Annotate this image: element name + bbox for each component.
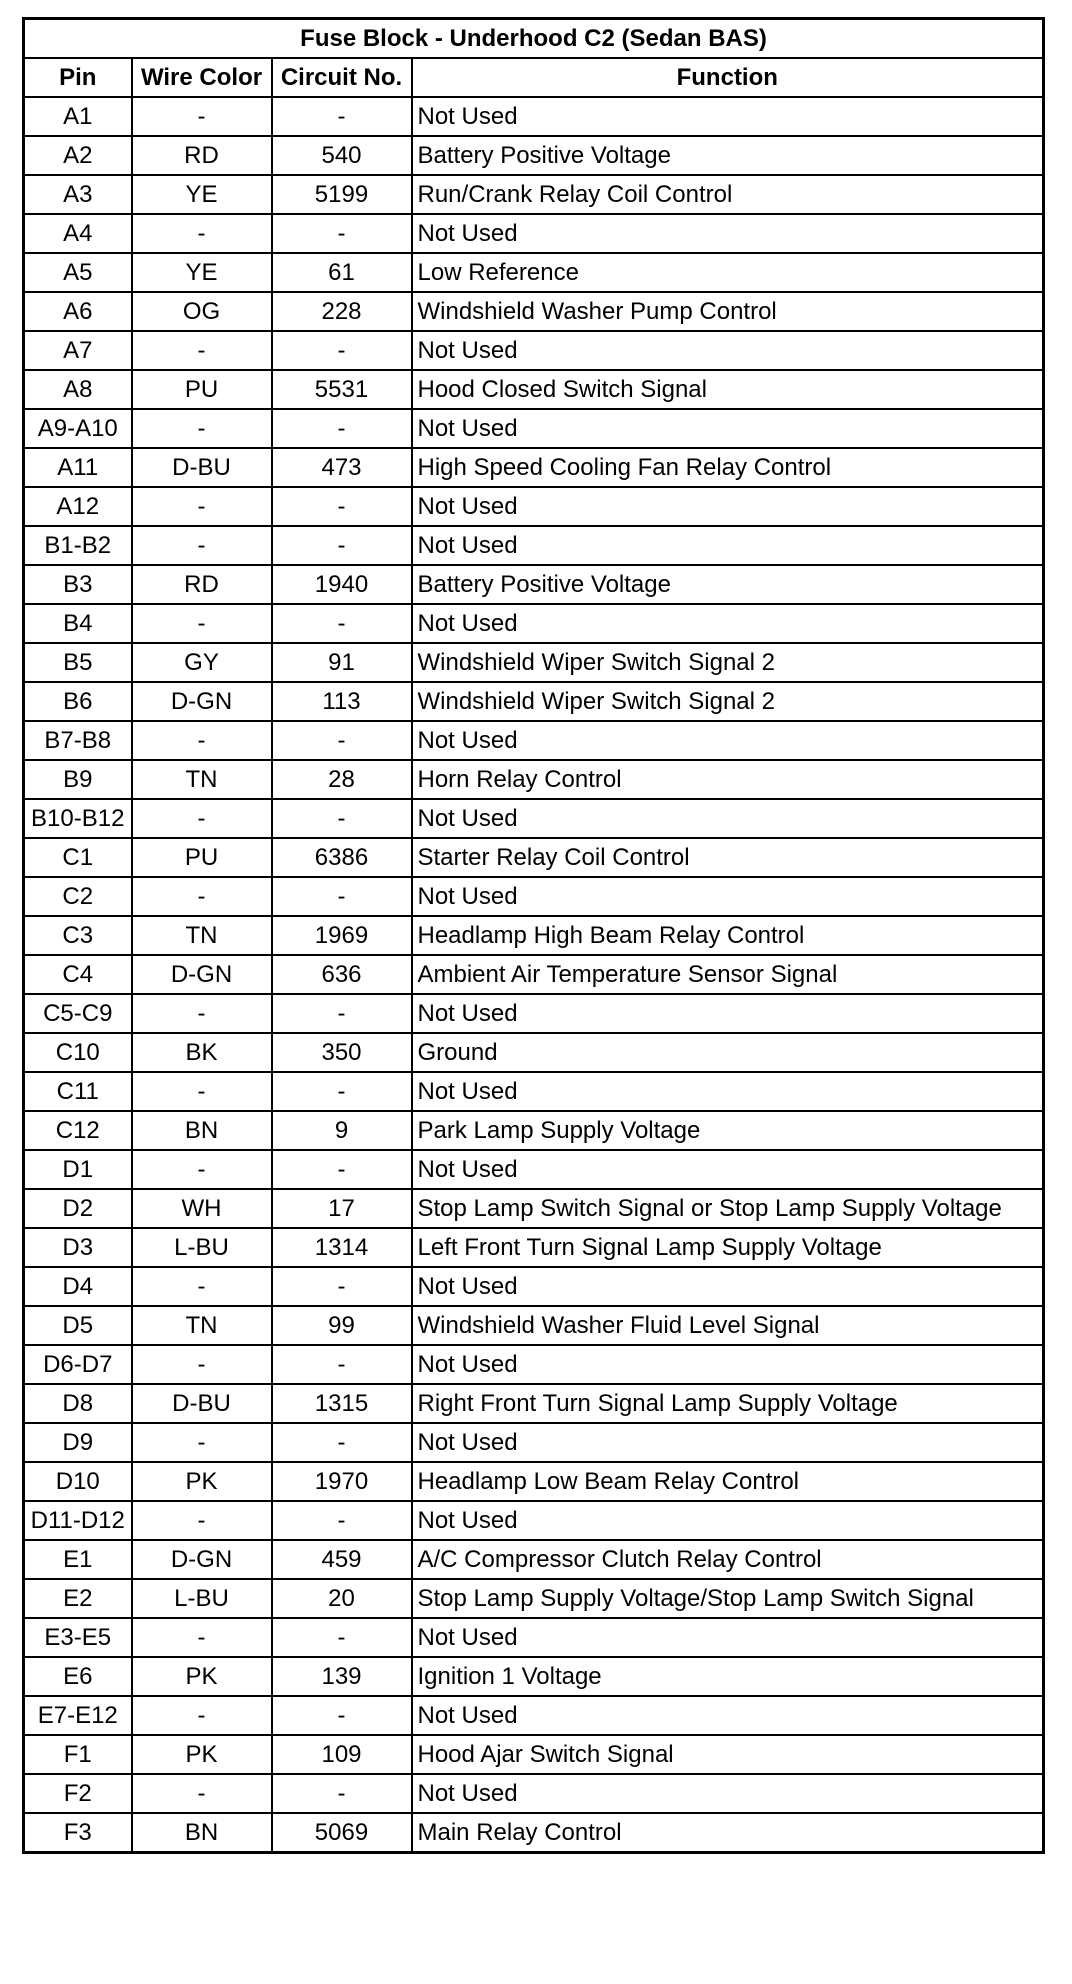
circuit-no-cell: - xyxy=(272,1501,412,1540)
wire-color-cell: - xyxy=(132,1267,272,1306)
table-row xyxy=(24,487,1044,526)
wire-color-cell: - xyxy=(132,409,272,448)
table-row xyxy=(24,1540,1044,1579)
function-cell: Ignition 1 Voltage xyxy=(412,1657,1044,1696)
function-cell: Not Used xyxy=(412,1618,1044,1657)
circuit-no-cell: 540 xyxy=(272,136,412,175)
circuit-no-cell: - xyxy=(272,1774,412,1813)
pin-cell: A6 xyxy=(24,292,132,331)
table-row xyxy=(24,1774,1044,1813)
function-cell: High Speed Cooling Fan Relay Control xyxy=(412,448,1044,487)
function-cell: Ground xyxy=(412,1033,1044,1072)
function-cell: Battery Positive Voltage xyxy=(412,136,1044,175)
table-row xyxy=(24,1111,1044,1150)
pin-cell: C1 xyxy=(24,838,132,877)
circuit-no-cell: 9 xyxy=(272,1111,412,1150)
circuit-no-cell: 99 xyxy=(272,1306,412,1345)
pin-cell: A7 xyxy=(24,331,132,370)
function-cell: Not Used xyxy=(412,1150,1044,1189)
wire-color-cell: TN xyxy=(132,760,272,799)
wire-color-cell: D-BU xyxy=(132,448,272,487)
circuit-no-cell: - xyxy=(272,1150,412,1189)
pin-cell: D4 xyxy=(24,1267,132,1306)
function-cell: Not Used xyxy=(412,331,1044,370)
function-cell: Headlamp High Beam Relay Control xyxy=(412,916,1044,955)
table-row xyxy=(24,526,1044,565)
table-row xyxy=(24,409,1044,448)
circuit-no-cell: - xyxy=(272,1345,412,1384)
circuit-no-cell: 459 xyxy=(272,1540,412,1579)
circuit-no-cell: 5199 xyxy=(272,175,412,214)
function-cell: Windshield Washer Pump Control xyxy=(412,292,1044,331)
function-cell: Not Used xyxy=(412,799,1044,838)
circuit-no-cell: 91 xyxy=(272,643,412,682)
wire-color-cell: TN xyxy=(132,1306,272,1345)
pin-cell: C5-C9 xyxy=(24,994,132,1033)
function-cell: Not Used xyxy=(412,1345,1044,1384)
function-cell: Windshield Washer Fluid Level Signal xyxy=(412,1306,1044,1345)
table-row xyxy=(24,643,1044,682)
pin-cell: B9 xyxy=(24,760,132,799)
circuit-no-cell: - xyxy=(272,487,412,526)
circuit-no-cell: 61 xyxy=(272,253,412,292)
table-row xyxy=(24,97,1044,136)
pin-cell: B6 xyxy=(24,682,132,721)
table-row xyxy=(24,682,1044,721)
function-cell: Right Front Turn Signal Lamp Supply Voltage xyxy=(412,1384,1044,1423)
wire-color-cell: - xyxy=(132,1774,272,1813)
fuse-block-table xyxy=(22,17,1045,1854)
table-row xyxy=(24,1579,1044,1618)
table-row xyxy=(24,1618,1044,1657)
circuit-no-cell: - xyxy=(272,97,412,136)
function-cell: Hood Ajar Switch Signal xyxy=(412,1735,1044,1774)
wire-color-cell: - xyxy=(132,526,272,565)
function-cell: Horn Relay Control xyxy=(412,760,1044,799)
function-cell: Not Used xyxy=(412,994,1044,1033)
header-wire-color: Wire Color xyxy=(132,58,272,97)
function-cell: Hood Closed Switch Signal xyxy=(412,370,1044,409)
function-cell: Ambient Air Temperature Sensor Signal xyxy=(412,955,1044,994)
function-cell: Park Lamp Supply Voltage xyxy=(412,1111,1044,1150)
circuit-no-cell: - xyxy=(272,877,412,916)
header-pin: Pin xyxy=(24,58,132,97)
table-row xyxy=(24,799,1044,838)
function-cell: Main Relay Control xyxy=(412,1813,1044,1853)
circuit-no-cell: - xyxy=(272,409,412,448)
pin-cell: B7-B8 xyxy=(24,721,132,760)
pin-cell: C2 xyxy=(24,877,132,916)
wire-color-cell: - xyxy=(132,214,272,253)
function-cell: Not Used xyxy=(412,1072,1044,1111)
table-row xyxy=(24,1150,1044,1189)
circuit-no-cell: 5531 xyxy=(272,370,412,409)
pin-cell: B1-B2 xyxy=(24,526,132,565)
table-row xyxy=(24,1072,1044,1111)
circuit-no-cell: - xyxy=(272,799,412,838)
pin-cell: D3 xyxy=(24,1228,132,1267)
table-row xyxy=(24,175,1044,214)
table-title-row xyxy=(24,19,1044,59)
wire-color-cell: - xyxy=(132,331,272,370)
pin-cell: E3-E5 xyxy=(24,1618,132,1657)
table-row xyxy=(24,838,1044,877)
table-row xyxy=(24,877,1044,916)
function-cell: Starter Relay Coil Control xyxy=(412,838,1044,877)
table-row xyxy=(24,214,1044,253)
table-row xyxy=(24,136,1044,175)
wire-color-cell: D-GN xyxy=(132,1540,272,1579)
pin-cell: D6-D7 xyxy=(24,1345,132,1384)
function-cell: Not Used xyxy=(412,214,1044,253)
pin-cell: A8 xyxy=(24,370,132,409)
wire-color-cell: YE xyxy=(132,253,272,292)
circuit-no-cell: 1940 xyxy=(272,565,412,604)
header-circuit-no: Circuit No. xyxy=(272,58,412,97)
table-row xyxy=(24,1462,1044,1501)
circuit-no-cell: 1315 xyxy=(272,1384,412,1423)
function-cell: A/C Compressor Clutch Relay Control xyxy=(412,1540,1044,1579)
circuit-no-cell: 350 xyxy=(272,1033,412,1072)
wire-color-cell: - xyxy=(132,1345,272,1384)
pin-cell: D11-D12 xyxy=(24,1501,132,1540)
table-row xyxy=(24,1189,1044,1228)
circuit-no-cell: 113 xyxy=(272,682,412,721)
circuit-no-cell: 28 xyxy=(272,760,412,799)
wire-color-cell: D-GN xyxy=(132,955,272,994)
wire-color-cell: PU xyxy=(132,838,272,877)
header-function: Function xyxy=(412,58,1044,97)
table-title: Fuse Block - Underhood C2 (Sedan BAS) xyxy=(24,19,1044,59)
wire-color-cell: - xyxy=(132,97,272,136)
wire-color-cell: PK xyxy=(132,1657,272,1696)
function-cell: Not Used xyxy=(412,877,1044,916)
pin-cell: C3 xyxy=(24,916,132,955)
table-row xyxy=(24,1267,1044,1306)
wire-color-cell: BN xyxy=(132,1813,272,1853)
table-row xyxy=(24,370,1044,409)
pin-cell: C4 xyxy=(24,955,132,994)
circuit-no-cell: 1969 xyxy=(272,916,412,955)
pin-cell: F3 xyxy=(24,1813,132,1853)
pin-cell: A1 xyxy=(24,97,132,136)
function-cell: Headlamp Low Beam Relay Control xyxy=(412,1462,1044,1501)
table-row xyxy=(24,1813,1044,1853)
wire-color-cell: BN xyxy=(132,1111,272,1150)
circuit-no-cell: 1970 xyxy=(272,1462,412,1501)
function-cell: Battery Positive Voltage xyxy=(412,565,1044,604)
circuit-no-cell: - xyxy=(272,1423,412,1462)
pin-cell: F1 xyxy=(24,1735,132,1774)
table-row xyxy=(24,331,1044,370)
wire-color-cell: RD xyxy=(132,136,272,175)
wire-color-cell: - xyxy=(132,1072,272,1111)
table-row xyxy=(24,448,1044,487)
pin-cell: E2 xyxy=(24,1579,132,1618)
pin-cell: A12 xyxy=(24,487,132,526)
pin-cell: A11 xyxy=(24,448,132,487)
table-row xyxy=(24,760,1044,799)
wire-color-cell: - xyxy=(132,604,272,643)
function-cell: Not Used xyxy=(412,409,1044,448)
wire-color-cell: YE xyxy=(132,175,272,214)
circuit-no-cell: - xyxy=(272,994,412,1033)
wire-color-cell: BK xyxy=(132,1033,272,1072)
table-row xyxy=(24,1501,1044,1540)
function-cell: Windshield Wiper Switch Signal 2 xyxy=(412,643,1044,682)
function-cell: Stop Lamp Supply Voltage/Stop Lamp Switch Signal xyxy=(412,1579,1044,1618)
pin-cell: B5 xyxy=(24,643,132,682)
wire-color-cell: PK xyxy=(132,1735,272,1774)
circuit-no-cell: 139 xyxy=(272,1657,412,1696)
pin-cell: B4 xyxy=(24,604,132,643)
table-row xyxy=(24,1696,1044,1735)
wire-color-cell: - xyxy=(132,1618,272,1657)
pin-cell: B3 xyxy=(24,565,132,604)
circuit-no-cell: 109 xyxy=(272,1735,412,1774)
circuit-no-cell: 6386 xyxy=(272,838,412,877)
table-row xyxy=(24,721,1044,760)
table-row xyxy=(24,292,1044,331)
wire-color-cell: - xyxy=(132,1150,272,1189)
circuit-no-cell: 636 xyxy=(272,955,412,994)
pin-cell: D9 xyxy=(24,1423,132,1462)
circuit-no-cell: - xyxy=(272,1072,412,1111)
pin-cell: D2 xyxy=(24,1189,132,1228)
function-cell: Not Used xyxy=(412,1501,1044,1540)
wire-color-cell: RD xyxy=(132,565,272,604)
table-row xyxy=(24,1306,1044,1345)
pin-cell: D8 xyxy=(24,1384,132,1423)
pin-cell: A2 xyxy=(24,136,132,175)
wire-color-cell: - xyxy=(132,799,272,838)
circuit-no-cell: 17 xyxy=(272,1189,412,1228)
function-cell: Not Used xyxy=(412,1696,1044,1735)
function-cell: Run/Crank Relay Coil Control xyxy=(412,175,1044,214)
function-cell: Not Used xyxy=(412,487,1044,526)
function-cell: Not Used xyxy=(412,526,1044,565)
wire-color-cell: D-BU xyxy=(132,1384,272,1423)
pin-cell: D10 xyxy=(24,1462,132,1501)
table-row xyxy=(24,994,1044,1033)
circuit-no-cell: - xyxy=(272,331,412,370)
wire-color-cell: PK xyxy=(132,1462,272,1501)
pin-cell: E7-E12 xyxy=(24,1696,132,1735)
table-row xyxy=(24,955,1044,994)
function-cell: Not Used xyxy=(412,721,1044,760)
pin-cell: C10 xyxy=(24,1033,132,1072)
wire-color-cell: - xyxy=(132,1696,272,1735)
wire-color-cell: WH xyxy=(132,1189,272,1228)
wire-color-cell: - xyxy=(132,877,272,916)
table-row xyxy=(24,1228,1044,1267)
function-cell: Not Used xyxy=(412,1423,1044,1462)
function-cell: Left Front Turn Signal Lamp Supply Voltage xyxy=(412,1228,1044,1267)
wire-color-cell: L-BU xyxy=(132,1228,272,1267)
wire-color-cell: - xyxy=(132,994,272,1033)
pin-cell: A5 xyxy=(24,253,132,292)
pin-cell: F2 xyxy=(24,1774,132,1813)
wire-color-cell: TN xyxy=(132,916,272,955)
circuit-no-cell: - xyxy=(272,604,412,643)
wire-color-cell: - xyxy=(132,1423,272,1462)
function-cell: Not Used xyxy=(412,1774,1044,1813)
function-cell: Stop Lamp Switch Signal or Stop Lamp Supply Voltage xyxy=(412,1189,1044,1228)
function-cell: Windshield Wiper Switch Signal 2 xyxy=(412,682,1044,721)
wire-color-cell: GY xyxy=(132,643,272,682)
table-row xyxy=(24,1735,1044,1774)
function-cell: Not Used xyxy=(412,97,1044,136)
table-row xyxy=(24,1345,1044,1384)
pin-cell: D5 xyxy=(24,1306,132,1345)
circuit-no-cell: - xyxy=(272,721,412,760)
table-row xyxy=(24,1423,1044,1462)
circuit-no-cell: 473 xyxy=(272,448,412,487)
circuit-no-cell: - xyxy=(272,1618,412,1657)
pin-cell: C12 xyxy=(24,1111,132,1150)
pin-cell: C11 xyxy=(24,1072,132,1111)
function-cell: Not Used xyxy=(412,604,1044,643)
pin-cell: E6 xyxy=(24,1657,132,1696)
pin-cell: A3 xyxy=(24,175,132,214)
circuit-no-cell: 5069 xyxy=(272,1813,412,1853)
table-row xyxy=(24,1384,1044,1423)
table-body xyxy=(24,97,1044,1853)
function-cell: Low Reference xyxy=(412,253,1044,292)
pin-cell: A4 xyxy=(24,214,132,253)
pin-cell: E1 xyxy=(24,1540,132,1579)
table-row xyxy=(24,1033,1044,1072)
circuit-no-cell: - xyxy=(272,1267,412,1306)
circuit-no-cell: 228 xyxy=(272,292,412,331)
table-row xyxy=(24,1657,1044,1696)
circuit-no-cell: - xyxy=(272,214,412,253)
table-row xyxy=(24,604,1044,643)
wire-color-cell: - xyxy=(132,721,272,760)
pin-cell: A9-A10 xyxy=(24,409,132,448)
wire-color-cell: PU xyxy=(132,370,272,409)
function-cell: Not Used xyxy=(412,1267,1044,1306)
table-row xyxy=(24,916,1044,955)
circuit-no-cell: - xyxy=(272,526,412,565)
wire-color-cell: - xyxy=(132,487,272,526)
circuit-no-cell: - xyxy=(272,1696,412,1735)
table-header-row xyxy=(24,58,1044,97)
wire-color-cell: OG xyxy=(132,292,272,331)
table-row xyxy=(24,565,1044,604)
wire-color-cell: D-GN xyxy=(132,682,272,721)
table-row xyxy=(24,253,1044,292)
circuit-no-cell: 1314 xyxy=(272,1228,412,1267)
wire-color-cell: - xyxy=(132,1501,272,1540)
circuit-no-cell: 20 xyxy=(272,1579,412,1618)
wire-color-cell: L-BU xyxy=(132,1579,272,1618)
pin-cell: B10-B12 xyxy=(24,799,132,838)
pin-cell: D1 xyxy=(24,1150,132,1189)
